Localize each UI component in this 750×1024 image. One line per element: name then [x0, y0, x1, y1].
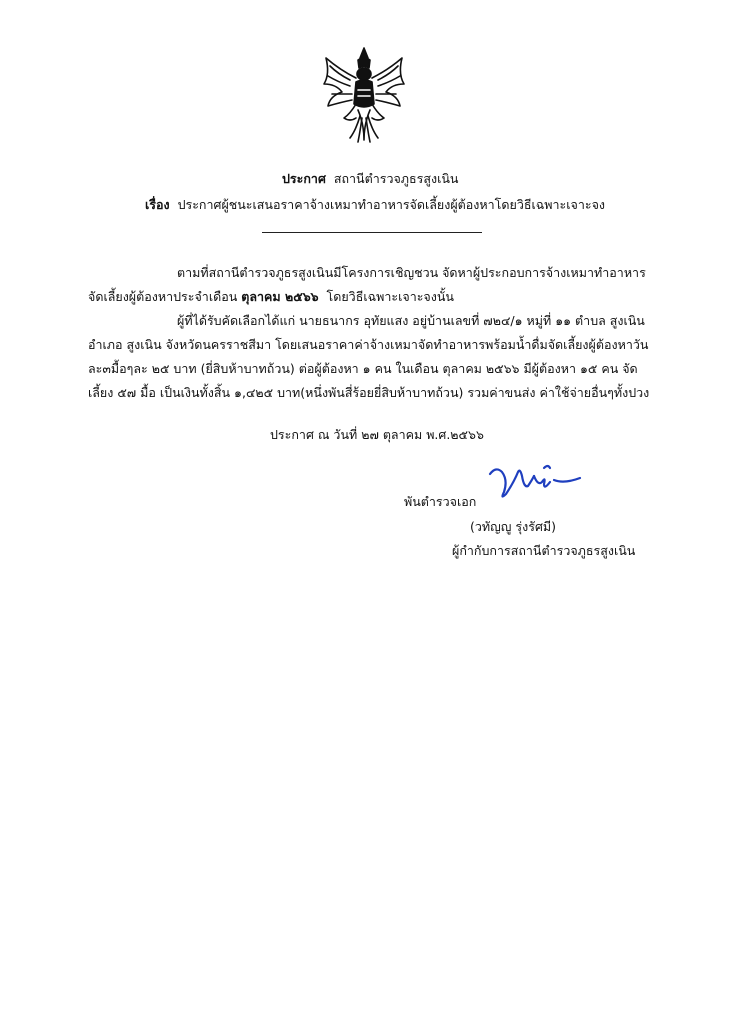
month-year-bold: ตุลาคม ๒๕๖๖	[241, 289, 319, 304]
subject-label: เรื่อง	[145, 197, 170, 212]
signatory-rank: พันตำรวจเอก	[404, 494, 477, 509]
paragraph-1-line-2	[88, 289, 454, 305]
paragraph-2-line-1: ผู้ที่ได้รับคัดเลือกได้แก่ นายธนากร อุทัยแสง อยู่บ้านเลขที่ ๗๒๔/๑ หมู่ที่ ๑๑ ตำบล สูงเนิน	[177, 313, 645, 328]
header-divider	[262, 232, 482, 233]
subject-line	[145, 197, 605, 213]
announce-org: สถานีตำรวจภูธรสูงเนิน	[333, 171, 459, 186]
subject-text: ประกาศผู้ชนะเสนอราคาจ้างเหมาทำอาหารจัดเลี้ยงผู้ต้องหาโดยวิธีเฉพาะเจาะจง	[177, 197, 605, 212]
announce-label: ประกาศ	[282, 171, 326, 186]
p1-text-b: โดยวิธีเฉพาะเจาะจงนั้น	[326, 289, 454, 304]
announcement-date: ประกาศ ณ วันที่ ๒๗ ตุลาคม พ.ศ.๒๕๖๖	[270, 427, 484, 442]
garuda-emblem-icon	[320, 44, 408, 144]
handwritten-signature	[484, 462, 584, 506]
paragraph-2-line-4: เลี้ยง ๕๗ มื้อ เป็นเงินทั้งสิ้น ๑,๔๒๕ บาท(หนึ่งพันสี่ร้อยยี่สิบห้าบาทถ้วน) รวมค่าขนส่ง ค่าใช้จ่ายอื่นๆทั้งปวง	[88, 385, 650, 400]
paragraph-2-line-3: ละ๓มื้อๆละ ๒๕ บาท (ยี่สิบห้าบาทถ้วน) ต่อผู้ต้องหา ๑ คน ในเดือน ตุลาคม ๒๕๖๖ มีผู้ต้องหา ๑๕ คน จัด	[88, 361, 638, 376]
signatory-name: (วทัญญู รุ่งรัศมี)	[470, 519, 556, 534]
paragraph-1-line-1: ตามที่สถานีตำรวจภูธรสูงเนินมีโครงการเชิญชวน จัดหาผู้ประกอบการจ้างเหมาทำอาหาร	[177, 265, 646, 280]
paragraph-2-line-2: อำเภอ สูงเนิน จังหวัดนครราชสีมา โดยเสนอราคาค่าจ้างเหมาจัดทำอาหารพร้อมน้ำดื่มจัดเลี้ยงผู้ต้องหาวัน	[88, 337, 649, 352]
p1-text-a: จัดเลี้ยงผู้ต้องหาประจำเดือน	[88, 289, 238, 304]
announcement-heading	[282, 171, 458, 187]
signatory-position: ผู้กำกับการสถานีตำรวจภูธรสูงเนิน	[452, 543, 636, 558]
